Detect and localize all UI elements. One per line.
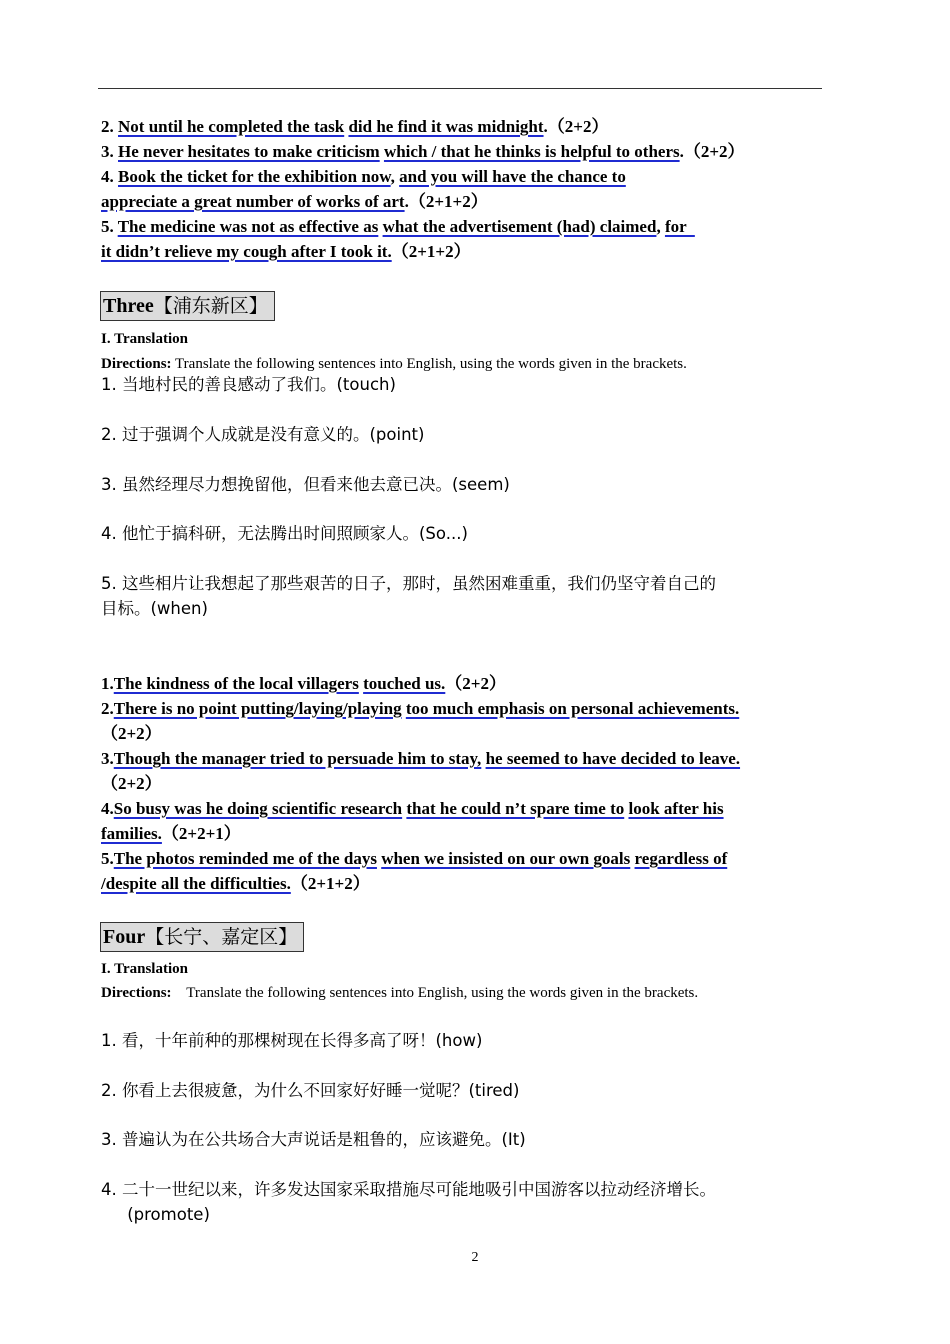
answer-line: it didn’t relieve my cough after I took it.（2+1+2）	[101, 242, 471, 261]
page-number: 2	[471, 1250, 479, 1265]
answer-line: 4. Book the ticket for the exhibition now, and you will have the chance to	[101, 167, 626, 186]
answer-line: 4.So busy was he doing scientific research that he could n’t spare time to look after his	[101, 799, 724, 818]
answer-line: 2. Not until he completed the task did he find it was midnight.（2+2）	[101, 117, 609, 136]
question-item: 1. 当地村民的善良感动了我们。(touch)	[101, 375, 396, 394]
answer-line: /despite all the difficulties.（2+1+2）	[101, 874, 370, 893]
question-item: 4. 二十一世纪以来，许多发达国家采取措施尽可能地吸引中国游客以拉动经济增长。	[101, 1180, 716, 1199]
answer-line: 2.There is no point putting/laying/playing too much emphasis on personal achievements.	[101, 699, 740, 718]
answer-line: 5.The photos reminded me of the days when we insisted on our own goals regardless of	[101, 849, 728, 868]
answer-line: 3. He never hesitates to make criticism which / that he thinks is helpful to others.（2+2）	[101, 142, 745, 161]
question-item: 5. 这些相片让我想起了那些艰苦的日子，那时，虽然困难重重，我们仍坚守着自己的	[101, 574, 716, 593]
question-item: 3. 普遍认为在公共场合大声说话是粗鲁的，应该避免。(It)	[101, 1130, 526, 1149]
answer-line: （2+2）	[101, 724, 162, 743]
answer-line: appreciate a great number of works of art.（2+1+2）	[101, 192, 488, 211]
header-rule	[98, 88, 822, 89]
answer-line: （2+2）	[101, 774, 162, 793]
question-item: 2. 过于强调个人成就是没有意义的。(point)	[101, 425, 425, 444]
question-item: 目标。(when)	[101, 599, 208, 618]
question-item: (promote)	[101, 1205, 210, 1224]
answer-line: 5. The medicine was not as effective as what the advertisement (had) claimed, for	[101, 217, 695, 236]
directions: Directions: Translate the following sentences into English, using the words given in the brackets.	[101, 356, 687, 372]
answer-line: 1.The kindness of the local villagers touched us.（2+2）	[101, 674, 506, 693]
question-item: 4. 他忙于搞科研，无法腾出时间照顾家人。(So...)	[101, 524, 468, 543]
section-heading: I. Translation	[101, 331, 188, 347]
question-item: 3. 虽然经理尽力想挽留他，但看来他去意已决。(seem)	[101, 475, 510, 494]
question-item: 2. 你看上去很疲惫，为什么不回家好好睡一觉呢？(tired)	[101, 1081, 520, 1100]
directions: Directions: Translate the following sentences into English, using the words given in the brackets.	[101, 985, 699, 1001]
question-item: 1. 看，十年前种的那棵树现在长得多高了呀！(how)	[101, 1031, 483, 1050]
section-title-four: Four【长宁、嘉定区】	[100, 922, 304, 952]
section-heading: I. Translation	[101, 961, 188, 977]
section-title-three: Three【浦东新区】	[100, 291, 275, 321]
answer-line: families.（2+2+1）	[101, 824, 241, 843]
answer-line: 3.Though the manager tried to persuade him to stay, he seemed to have decided to leave.	[101, 749, 741, 768]
